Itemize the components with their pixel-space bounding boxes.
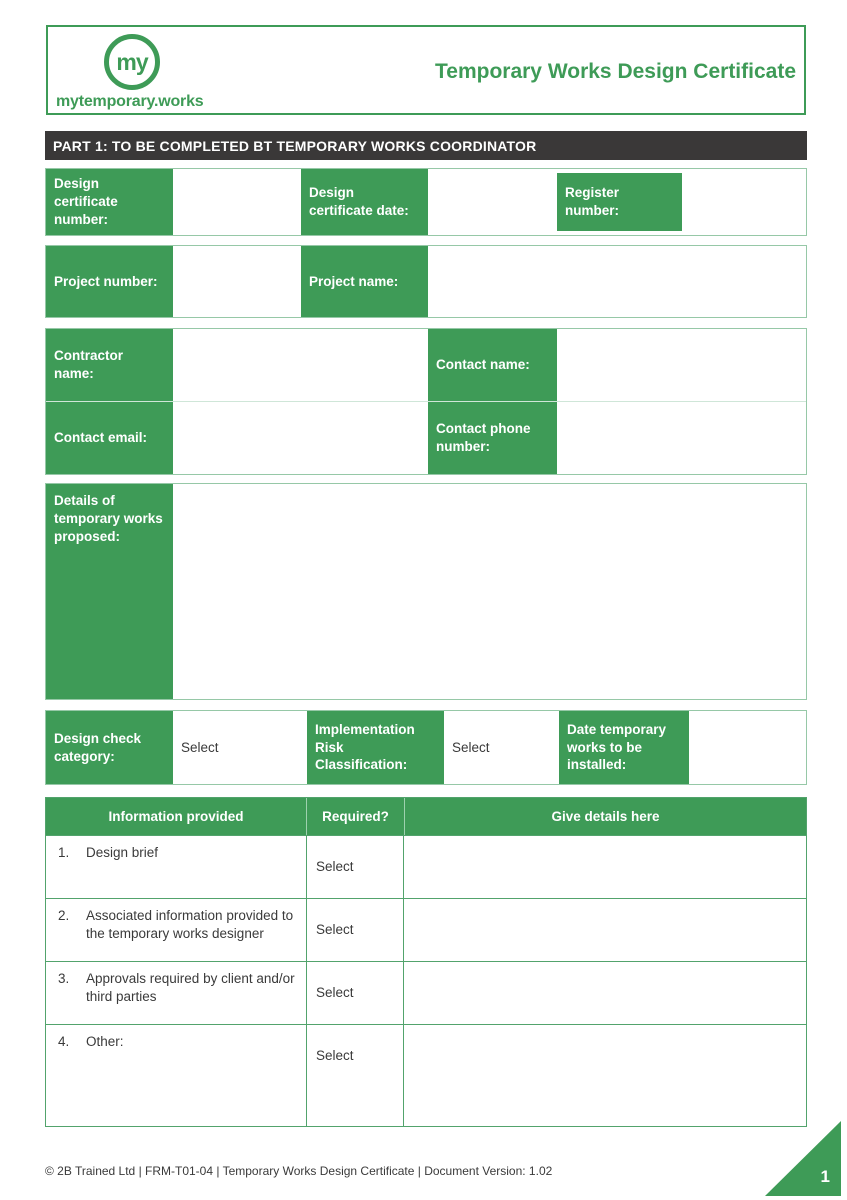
- contractor-block: [45, 328, 807, 475]
- row-label-text: Other:: [86, 1034, 124, 1049]
- details-cell[interactable]: [404, 836, 806, 898]
- details-section: [45, 483, 807, 700]
- design-certificate-number-label: Design certificate number:: [46, 169, 173, 235]
- header: [46, 25, 806, 115]
- row-number: 2.: [58, 908, 70, 923]
- install-date-field[interactable]: [689, 711, 806, 784]
- row-label: [46, 962, 306, 1024]
- details-label: Details of temporary works proposed:: [46, 484, 173, 699]
- row-label-text: Associated information provided to the temporary works designer: [86, 908, 294, 941]
- col-header-give-details: Give details here: [404, 798, 806, 835]
- project-row: [45, 245, 807, 318]
- col-header-information-provided: Information provided: [108, 809, 244, 824]
- register-number-label-wrap: [557, 169, 682, 235]
- contact-email-field[interactable]: [173, 402, 428, 474]
- details-cell[interactable]: [404, 962, 806, 1024]
- design-certificate-number-field[interactable]: [173, 169, 301, 235]
- part1-heading: PART 1: TO BE COMPLETED BT TEMPORARY WORKS COORDINATOR: [45, 131, 807, 160]
- table-row: [46, 961, 806, 1024]
- page-number: 1: [820, 1167, 830, 1186]
- install-date-label: Date temporary works to be installed:: [559, 711, 689, 784]
- register-number-label: Register number:: [557, 173, 682, 231]
- row-number: 4.: [58, 1034, 70, 1049]
- row-label: [46, 1025, 306, 1126]
- design-certificate-date-field[interactable]: [428, 169, 557, 235]
- register-number-field[interactable]: [682, 169, 806, 235]
- design-check-category-select[interactable]: Select: [173, 711, 307, 784]
- brand-logo-icon: [104, 34, 160, 90]
- certificate-row: [45, 168, 807, 236]
- contact-phone-label: Contact phone number:: [428, 402, 557, 474]
- brand-name: mytemporary.works: [56, 93, 204, 110]
- contractor-name-label: Contractor name:: [46, 329, 173, 401]
- col-header-required: Required?: [306, 798, 404, 835]
- contact-row: [46, 401, 806, 474]
- implementation-risk-label: Implementation Risk Classification:: [307, 711, 444, 784]
- details-field[interactable]: [173, 484, 806, 699]
- footer-text: © 2B Trained Ltd | FRM-T01-04 | Temporary Works Design Certificate | Document Version: 1.02: [45, 1164, 553, 1178]
- project-number-label: Project number:: [46, 246, 173, 317]
- row-label-text: Design brief: [86, 845, 159, 860]
- row-label-text: Approvals required by client and/or third parties: [86, 971, 295, 1004]
- details-cell[interactable]: [404, 1025, 806, 1126]
- page-title: Temporary Works Design Certificate: [435, 60, 796, 83]
- contact-phone-field[interactable]: [557, 402, 806, 474]
- required-select[interactable]: Select: [306, 1025, 404, 1126]
- project-name-field[interactable]: [428, 246, 806, 317]
- contact-email-label: Contact email:: [46, 402, 173, 474]
- row-number: 1.: [58, 845, 70, 860]
- contractor-name-field[interactable]: [173, 329, 428, 401]
- table-row: [46, 835, 806, 898]
- required-select[interactable]: Select: [306, 836, 404, 898]
- information-table: [45, 797, 807, 1127]
- project-number-field[interactable]: [173, 246, 301, 317]
- design-certificate-date-label: Design certificate date:: [301, 169, 428, 235]
- table-row: [46, 1024, 806, 1126]
- classification-row: [45, 710, 807, 785]
- contact-name-field[interactable]: [557, 329, 806, 401]
- implementation-risk-select[interactable]: Select: [444, 711, 559, 784]
- contractor-row: [46, 329, 806, 401]
- information-table-header: [46, 798, 806, 835]
- required-select[interactable]: Select: [306, 962, 404, 1024]
- logo-text: my: [116, 48, 148, 75]
- table-row: [46, 898, 806, 961]
- row-label: [46, 836, 306, 898]
- row-label: [46, 899, 306, 961]
- design-check-category-label: Design check category:: [46, 711, 173, 784]
- row-number: 3.: [58, 971, 70, 986]
- project-name-label: Project name:: [301, 246, 428, 317]
- details-cell[interactable]: [404, 899, 806, 961]
- required-select[interactable]: Select: [306, 899, 404, 961]
- contact-name-label: Contact name:: [428, 329, 557, 401]
